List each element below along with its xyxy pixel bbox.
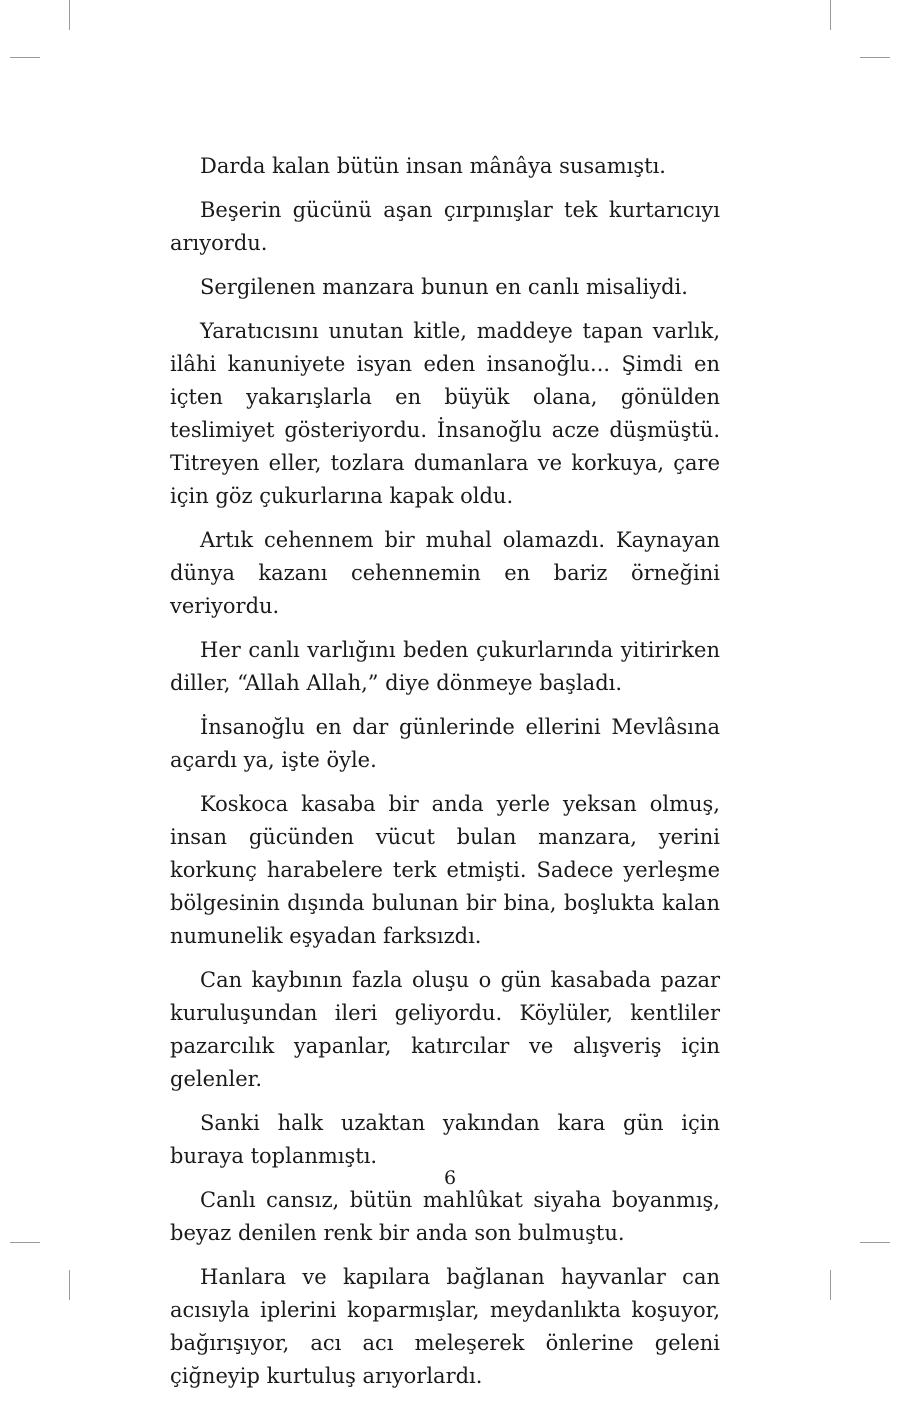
paragraph-11: Canlı cansız, bütün mahlûkat siyaha boyanmış, beyaz denilen renk bir anda son bulmuştu. xyxy=(170,1188,720,1245)
page-number: 6 xyxy=(443,1167,457,1189)
crop-mark-top-left xyxy=(69,0,70,30)
crop-mark-right-bottom xyxy=(860,1242,890,1243)
paragraph-8: Koskoca kasaba bir anda yerle yeksan olmuş, insan gücünden vücut bulan manzara, yerini korkunç harabelere terk etmişti. Sadece yerleşme bölgesinin dışında bulunan bir bina, boşlukta kalan numunelik eşyadan farksızdı. xyxy=(170,792,720,948)
crop-mark-left-bottom xyxy=(10,1242,40,1243)
paragraph-2: Beşerin gücünü aşan çırpınışlar tek kurtarıcıyı arıyordu. xyxy=(170,198,720,255)
paragraph-5: Artık cehennem bir muhal olamazdı. Kaynayan dünya kazanı cehennemin en bariz örneğini veriyordu. xyxy=(170,528,720,618)
crop-mark-right-top xyxy=(860,57,890,58)
paragraph-7: İnsanoğlu en dar günlerinde ellerini Mevlâsına açardı ya, işte öyle. xyxy=(170,715,720,772)
page-body xyxy=(170,150,720,1404)
paragraph-9: Can kaybının fazla oluşu o gün kasabada pazar kuruluşundan ileri geliyordu. Köylüler, kentliler pazarcılık yapanlar, katırcılar ve alışveriş için gelenler. xyxy=(170,968,720,1091)
crop-mark-bottom-left xyxy=(69,1270,70,1300)
crop-mark-bottom-right xyxy=(830,1270,831,1300)
paragraph-1: Darda kalan bütün insan mânâya susamıştı. xyxy=(200,154,666,178)
paragraph-3: Sergilenen manzara bunun en canlı misaliydi. xyxy=(200,275,688,299)
paragraph-10: Sanki halk uzaktan yakından kara gün için buraya toplanmıştı. xyxy=(170,1111,720,1168)
crop-mark-left-top xyxy=(10,57,40,58)
paragraph-12: Hanlara ve kapılara bağlanan hayvanlar can acısıyla iplerini koparmışlar, meydanlıkta koşuyor, bağırışıyor, acı acı meleşerek önlerine geleni çiğneyip kurtuluş arıyorlardı. xyxy=(170,1265,720,1388)
paragraph-4: Yaratıcısını unutan kitle, maddeye tapan varlık, ilâhi kanuniyete isyan eden insanoğlu... Şimdi en içten yakarışlarla en büyük olana, gönülden teslimiyet gösteriyordu. İnsanoğlu acze düşmüştü. Titreyen eller, tozlara dumanlara ve korkuya, çare için göz çukurlarına kapak oldu. xyxy=(170,319,720,508)
paragraph-6: Her canlı varlığını beden çukurlarında yitirirken diller, “Allah Allah,” diye dönmeye başladı. xyxy=(170,638,720,695)
crop-mark-top-right xyxy=(830,0,831,30)
